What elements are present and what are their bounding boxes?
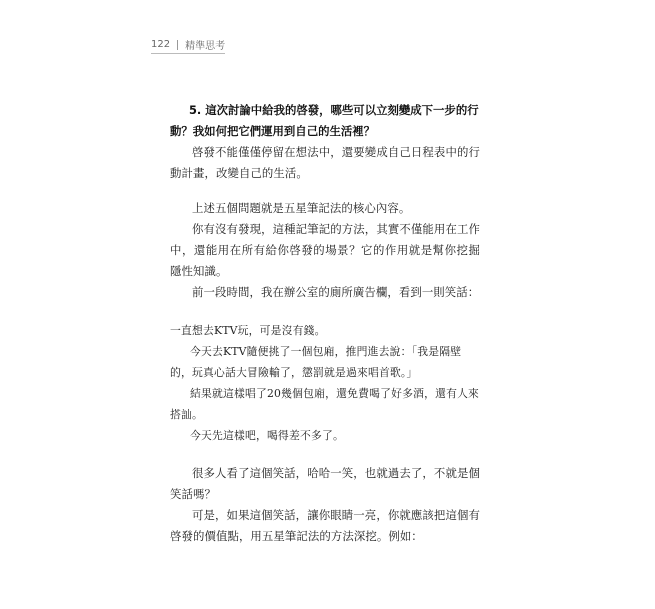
- joke-line-3: 結果就這樣唱了20幾個包廂，還免費喝了好多酒，還有人來搭訕。: [170, 387, 480, 421]
- book-title: 精準思考: [185, 41, 226, 52]
- paragraph-core-content: 上述五個問題就是五星筆記法的核心內容。: [192, 201, 411, 215]
- paragraph-action-plan: 啓發不能僅僅停留在想法中，還要變成自己日程表中的行動計畫，改變自己的生活。: [170, 145, 480, 180]
- paragraph-example: 可是，如果這個笑話，讓你眼睛一亮，你就應該把這個有啓發的價值點，用五星筆記法的方法深挖。例如：: [170, 508, 480, 543]
- header-separator: [177, 40, 178, 50]
- paragraph-joke-intro: 前一段時間，我在辦公室的廁所廣告欄，看到一則笑話：: [192, 285, 480, 299]
- page-number: 122: [151, 39, 171, 50]
- header-rule: [151, 53, 225, 54]
- paragraph-reaction: 很多人看了這個笑話，哈哈一笑，也就過去了，不就是個笑話嗎？: [170, 466, 480, 501]
- joke-line-2: 今天去KTV隨便挑了一個包廂，推門進去說：「我是隔壁的，玩真心話大冒險輸了，懲罰就是過來唱首歌。」: [170, 345, 462, 379]
- joke-quote: [170, 320, 480, 446]
- joke-line-1: 一直想去KTV玩，可是沒有錢。: [170, 324, 326, 337]
- running-header: [151, 37, 225, 52]
- question-line-2: 動？我如何把它們運用到自己的生活裡？: [170, 124, 376, 138]
- question-line-1: 5. 這次討論中給我的啓發，哪些可以立刻變成下一步的行: [189, 103, 479, 117]
- joke-line-4: 今天先這樣吧，喝得差不多了。: [190, 429, 344, 442]
- page-body: [170, 100, 480, 547]
- paragraph-tacit-knowledge: 你有沒有發現，這種記筆記的方法，其實不僅能用在工作中，還能用在所有給你啓發的場景？它的作用就是幫你挖掘隱性知識。: [170, 222, 480, 278]
